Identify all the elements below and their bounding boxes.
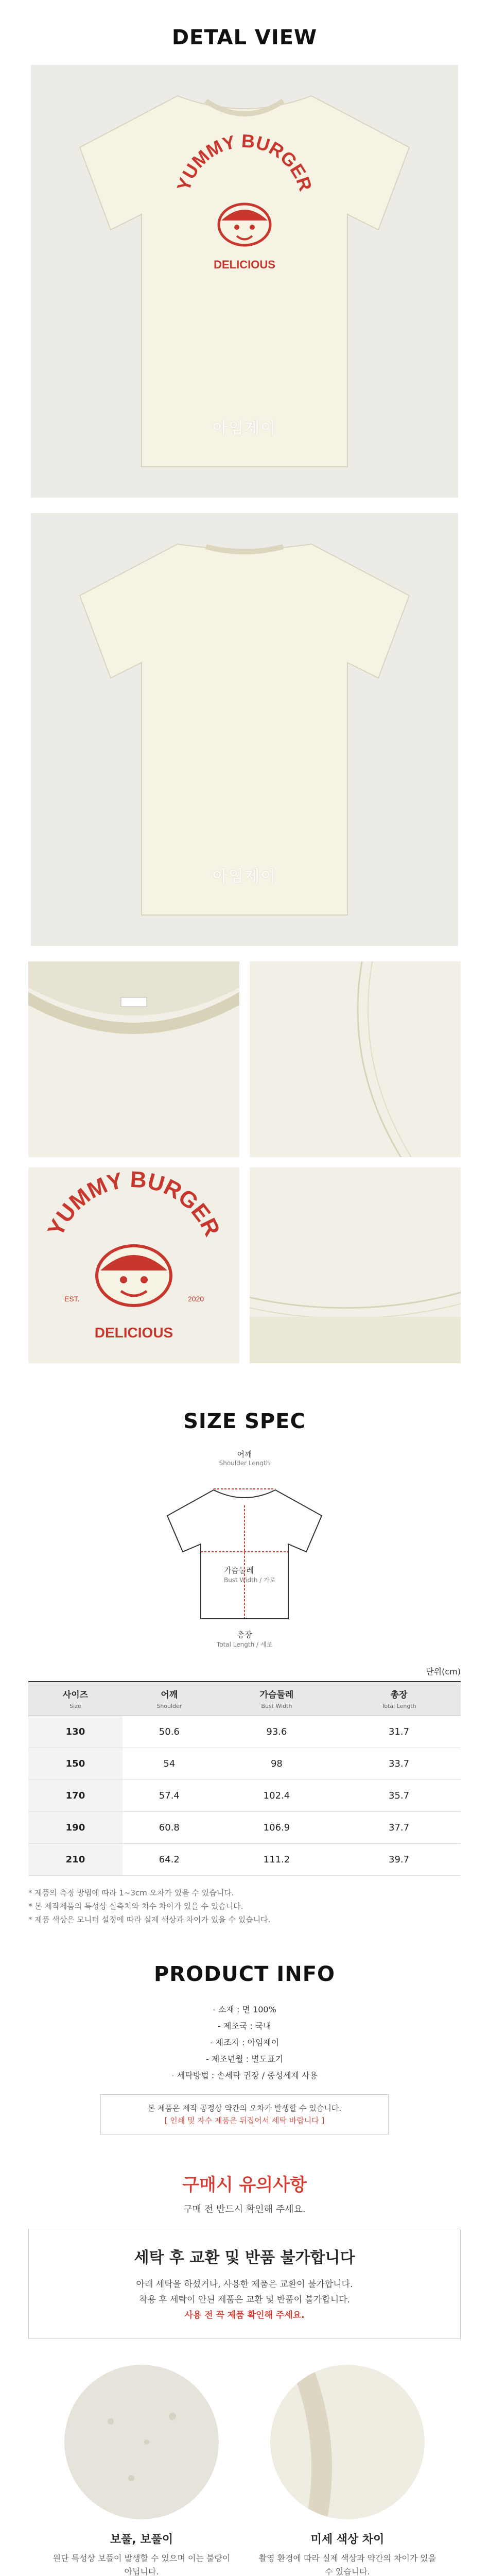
wash-notice-text: 착용 후 세탁이 안된 제품은 교환 및 반품이 불가합니다. xyxy=(139,2295,350,2305)
svg-text:EST.: EST. xyxy=(64,1295,80,1303)
diagram-shoulder-en: Shoulder Length xyxy=(219,1460,270,1467)
svg-text:YUMMY BURGER: YUMMY BURGER xyxy=(172,130,317,194)
front-photo xyxy=(31,65,458,498)
info-line: - 소재 : 면 100% xyxy=(213,2005,276,2014)
detail-view-title: DETAL VIEW xyxy=(171,26,318,49)
svg-text:DELICIOUS: DELICIOUS xyxy=(94,1325,173,1341)
svg-text:YUMMY BURGER: YUMMY BURGER xyxy=(43,1167,225,1241)
wash-notice-title: 세탁 후 교환 및 반품 불가합니다 xyxy=(134,2249,355,2267)
svg-text:DELICIOUS: DELICIOUS xyxy=(214,258,275,271)
pilling-image xyxy=(64,2365,219,2519)
care-item xyxy=(49,2365,234,2576)
sleeve-closeup xyxy=(250,961,461,1157)
spec-note: * 제품의 측정 방법에 따라 1~3cm 오차가 있을 수 있습니다. xyxy=(28,1888,234,1897)
wash-notice-box xyxy=(28,2229,461,2339)
diagram-shoulder-label: 어깨 xyxy=(237,1450,252,1459)
size-spec-title: SIZE SPEC xyxy=(183,1410,306,1433)
spec-note: * 제품 색상은 모니터 설정에 따라 실제 색상과 차이가 있을 수 있습니다. xyxy=(28,1915,271,1924)
info-line: - 세탁방법 : 손세탁 권장 / 중성세제 사용 xyxy=(171,2071,318,2080)
info-line: - 제조자 : 아임제이 xyxy=(209,2038,280,2047)
product-info-title: PRODUCT INFO xyxy=(153,1962,336,1986)
wash-notice-text: 아래 세탁을 하셨거나, 사용한 제품은 교환이 불가합니다. xyxy=(136,2279,353,2290)
diagram-chest-label: 가슴둘레 xyxy=(224,1566,254,1575)
spec-notes xyxy=(28,1886,461,1926)
back-photo xyxy=(31,513,458,946)
header-length: 총장 Total Length xyxy=(337,1682,461,1716)
unit-label: 단위(cm) xyxy=(426,1667,461,1676)
size-spec-table xyxy=(28,1681,461,1876)
detail-closeups xyxy=(28,961,461,1363)
wash-notice-highlight: 사용 전 꼭 제품 확인해 주세요. xyxy=(184,2310,305,2320)
tshirt-outline-diagram xyxy=(157,1485,332,1624)
table-row: 190 60.8 106.9 37.7 xyxy=(28,1812,461,1844)
info-line: - 제조년월 : 별도표기 xyxy=(205,2054,284,2064)
collar-closeup xyxy=(28,961,239,1157)
product-info-list xyxy=(0,2002,489,2084)
caution-title: 구매시 유의사항 xyxy=(182,2175,307,2195)
table-row: 210 64.2 111.2 39.7 xyxy=(28,1844,461,1876)
spec-note: * 본 제작제품의 특성상 실측치와 치수 차이가 있을 수 있습니다. xyxy=(28,1902,243,1911)
diagram-length-label: 총장 xyxy=(237,1630,252,1639)
info-notice-highlight: [ 인쇄 및 자수 제품은 뒤집어서 세탁 바랍니다 ] xyxy=(164,2116,325,2125)
watermark: 아임제이 xyxy=(213,419,276,437)
care-label: 보풀, 보풀이 xyxy=(110,2533,173,2546)
info-line: - 제조국 : 국내 xyxy=(218,2021,271,2031)
svg-text:2020: 2020 xyxy=(188,1295,204,1303)
care-desc: 원단 특성상 보풀이 발생할 수 있으며 이는 불량이 아닙니다. xyxy=(53,2553,231,2576)
table-row: 170 57.4 102.4 35.7 xyxy=(28,1780,461,1812)
diagram-length-en: Total Length / 세로 xyxy=(216,1641,273,1648)
hem-closeup xyxy=(250,1167,461,1363)
size-diagram xyxy=(136,1449,353,1665)
info-notice-line: 본 제품은 제작 공정상 약간의 오차가 발생할 수 있습니다. xyxy=(147,2104,342,2113)
header-chest: 가슴둘레 Bust Width xyxy=(216,1682,337,1716)
diagram-chest-en: Bust Width / 가로 xyxy=(224,1577,276,1584)
care-grid xyxy=(49,2365,440,2576)
print-closeup xyxy=(28,1167,239,1363)
table-row: 130 50.6 93.6 31.7 xyxy=(28,1716,461,1748)
watermark: 아임제이 xyxy=(213,868,276,886)
color-image xyxy=(270,2365,425,2519)
care-desc: 촬영 환경에 따라 실제 색상과 약간의 차이가 있을 수 있습니다. xyxy=(258,2553,436,2576)
care-label: 미세 색상 차이 xyxy=(310,2533,385,2546)
care-item xyxy=(255,2365,440,2576)
header-size: 사이즈 Size xyxy=(28,1682,123,1716)
info-notice-box xyxy=(100,2094,389,2134)
caution-subtitle: 구매 전 반드시 확인해 주세요. xyxy=(183,2204,306,2215)
table-row: 150 54 98 33.7 xyxy=(28,1748,461,1780)
header-shoulder: 어깨 Shoulder xyxy=(123,1682,216,1716)
